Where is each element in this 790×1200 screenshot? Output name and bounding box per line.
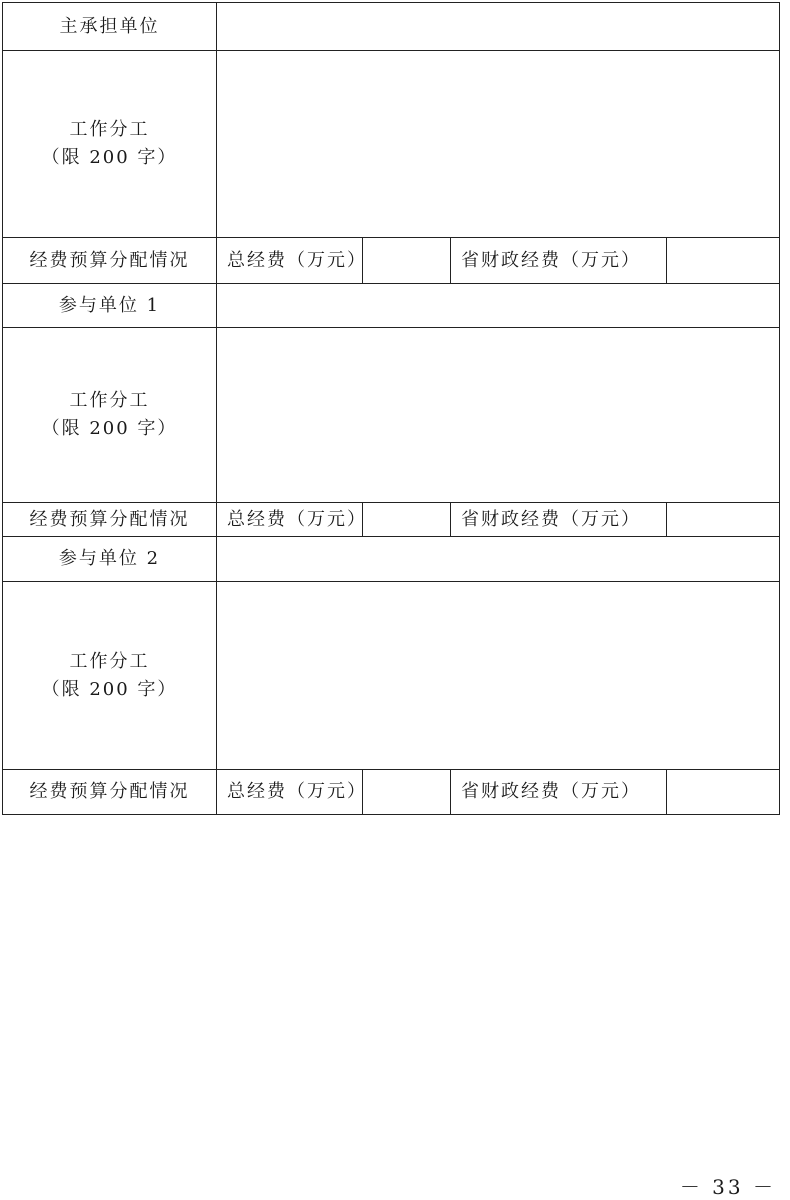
work-row <box>3 582 780 770</box>
provincial-funds-field[interactable] <box>667 503 780 537</box>
work-description-field[interactable] <box>217 582 780 770</box>
budget-label: 经费预算分配情况 <box>3 770 217 815</box>
work-description-field[interactable] <box>217 328 780 503</box>
total-funds-label: 总经费（万元） <box>217 238 363 284</box>
budget-row <box>3 238 780 284</box>
page-number: － 33 － <box>679 1175 776 1199</box>
unit-value-field[interactable] <box>217 537 780 582</box>
unit-row <box>3 537 780 582</box>
total-funds-field[interactable] <box>363 238 451 284</box>
provincial-funds-field[interactable] <box>667 770 780 815</box>
work-row <box>3 328 780 503</box>
funding-division-table <box>2 2 780 815</box>
work-label-title: 工作分工 <box>69 650 150 672</box>
provincial-funds-label: 省财政经费（万元） <box>451 770 667 815</box>
provincial-funds-label: 省财政经费（万元） <box>451 238 667 284</box>
budget-label: 经费预算分配情况 <box>3 503 217 537</box>
work-label-title: 工作分工 <box>69 390 150 411</box>
work-row <box>3 51 780 238</box>
work-label <box>3 328 217 503</box>
work-label-limit: （限 200 字） <box>41 147 178 168</box>
total-funds-field[interactable] <box>363 503 451 537</box>
total-funds-label: 总经费（万元） <box>217 770 363 815</box>
unit-row <box>3 3 780 51</box>
unit-label: 参与单位 2 <box>3 537 217 582</box>
unit-label: 主承担单位 <box>3 3 217 51</box>
work-label-limit: （限 200 字） <box>41 418 178 439</box>
budget-row <box>3 770 780 815</box>
unit-label: 参与单位 1 <box>3 284 217 328</box>
total-funds-field[interactable] <box>363 770 451 815</box>
unit-row <box>3 284 780 328</box>
work-label <box>3 51 217 238</box>
work-label-limit: （限 200 字） <box>41 678 178 700</box>
work-description-field[interactable] <box>217 51 780 238</box>
budget-label: 经费预算分配情况 <box>3 238 217 284</box>
total-funds-label: 总经费（万元） <box>217 503 363 537</box>
provincial-funds-label: 省财政经费（万元） <box>451 503 667 537</box>
work-label-title: 工作分工 <box>69 119 150 140</box>
unit-value-field[interactable] <box>217 3 780 51</box>
work-label <box>3 582 217 770</box>
unit-value-field[interactable] <box>217 284 780 328</box>
budget-row <box>3 503 780 537</box>
provincial-funds-field[interactable] <box>667 238 780 284</box>
